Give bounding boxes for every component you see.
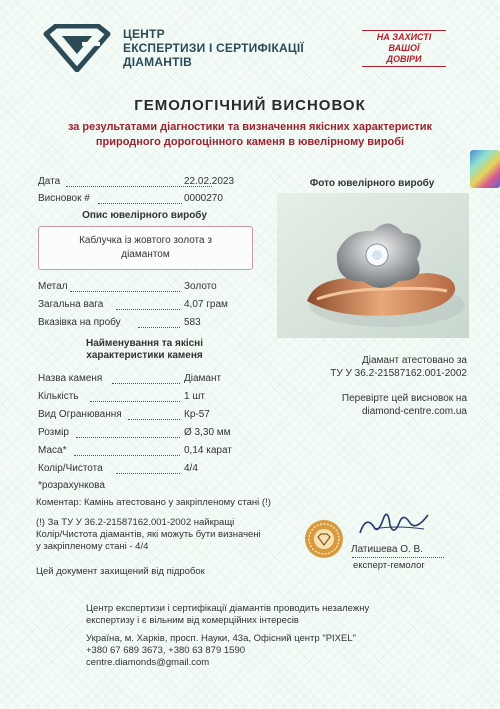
stone-row xyxy=(38,391,253,403)
diamond-logo-icon xyxy=(38,24,116,72)
organization-name xyxy=(123,27,304,69)
verify-line-1: Перевірте цей висновок на xyxy=(341,393,467,404)
stone-row xyxy=(38,445,253,457)
number-label: Висновок # xyxy=(38,193,90,204)
ring-photo xyxy=(277,193,469,338)
stone-label: Вид Огранювання xyxy=(38,409,122,420)
stone-value: Діамант xyxy=(184,373,222,384)
date-value: 22.02.2023 xyxy=(184,176,235,187)
hallmark-value: 583 xyxy=(184,317,201,328)
stone-value: 0,14 карат xyxy=(184,445,232,456)
expert-name: Латишева О. В. xyxy=(351,544,423,555)
mass-footnote: *розрахункова xyxy=(38,480,105,491)
document-title: ГЕМОЛОГІЧНИЙ ВИСНОВОК xyxy=(134,97,366,114)
stone-section-heading xyxy=(38,338,251,362)
weight-label: Загальна вага xyxy=(38,299,104,310)
metal-row xyxy=(38,281,253,293)
footer-independence xyxy=(86,603,369,627)
comment-text: Коментар: Камінь атестовано у закріпленому стані (!) xyxy=(36,497,271,508)
stone-heading-line-1: Найменування та якісні xyxy=(86,338,203,349)
stone-value: 1 шт xyxy=(184,391,205,402)
stone-heading-line-2: характеристики каменя xyxy=(86,350,203,361)
description-line-2: діамантом xyxy=(121,249,170,260)
document-subtitle xyxy=(0,120,500,150)
description-line-1: Каблучка із жовтого золота з xyxy=(79,235,212,246)
signature-image xyxy=(354,507,434,541)
subtitle-line-1: за результатами діагностики та визначення якісних характеристик xyxy=(67,121,433,133)
tu-note xyxy=(36,517,261,553)
org-name-line-1: ЦЕНТР xyxy=(123,27,165,41)
metal-label: Метал xyxy=(38,281,68,292)
stone-label: Колір/Чистота xyxy=(38,463,103,474)
footer-phones: +380 67 689 3673, +380 63 879 1590 xyxy=(86,645,246,656)
certified-line-1: Діамант атестовано за xyxy=(361,355,467,366)
org-name-line-2: ЕКСПЕРТИЗИ І СЕРТИФІКАЦІЇ xyxy=(123,41,304,55)
gold-seal-icon xyxy=(304,519,344,559)
date-label: Дата xyxy=(38,176,61,187)
footer-contacts xyxy=(86,633,356,669)
certified-note xyxy=(285,354,467,380)
stone-value: 4/4 xyxy=(184,463,198,474)
metal-value: Золото xyxy=(184,281,217,292)
tu-line-3: у закріпленому стані - 4/4 xyxy=(36,541,149,552)
stone-label: Кількість xyxy=(38,391,79,402)
trust-badge xyxy=(362,30,446,64)
photo-label: Фото ювелірного виробу xyxy=(309,178,435,189)
footer-email[interactable]: centre.diamonds@gmail.com xyxy=(86,657,210,668)
stone-row xyxy=(38,409,253,421)
certified-line-2: ТУ У 36.2-21587162.001-2002 xyxy=(330,368,467,379)
stone-value: Кр-57 xyxy=(184,409,210,420)
stone-row xyxy=(38,463,253,475)
tu-line-2: Колір/Чистота діамантів, які можуть бути визначені xyxy=(36,529,261,540)
footer-line-1: Центр експертизи і сертифікації діамантів проводить незалежну xyxy=(86,603,370,614)
trust-line-3: ДОВІРИ xyxy=(386,54,422,64)
hallmark-label: Вказівка на пробу xyxy=(38,317,121,328)
protected-note: Цей документ захищений від підробок xyxy=(36,566,205,577)
item-description-box xyxy=(38,226,253,270)
weight-row xyxy=(38,299,253,311)
stone-label: Назва каменя xyxy=(38,373,103,384)
stone-row xyxy=(38,373,253,385)
number-row xyxy=(38,193,253,205)
date-row xyxy=(38,176,253,188)
item-section-heading: Опис ювелірного виробу xyxy=(82,210,207,221)
subtitle-line-2: природного дорогоцінного каменя в ювелірному виробі xyxy=(95,136,405,148)
hallmark-row xyxy=(38,317,253,329)
stone-value: Ø 3,30 мм xyxy=(184,427,231,438)
number-value: 0000270 xyxy=(184,193,223,204)
trust-line-1: НА ЗАХИСТІ xyxy=(376,32,432,42)
verify-link[interactable]: diamond-centre.com.ua xyxy=(361,406,467,417)
verify-note xyxy=(285,392,467,418)
footer-line-2: експертизу і є вільним від комерційних інтересів xyxy=(86,615,299,626)
footer-address: Україна, м. Харків, просп. Науки, 43а, Офісний центр "PIXEL" xyxy=(86,633,357,644)
weight-value: 4,07 грам xyxy=(184,299,228,310)
signature-line xyxy=(352,557,444,558)
stone-row xyxy=(38,427,253,439)
trust-line-2: ВАШОЇ xyxy=(388,43,420,53)
tu-line-1: (!) За ТУ У 36.2-21587162.001-2002 найкращі xyxy=(36,517,235,528)
stone-label: Маса* xyxy=(38,445,67,456)
hologram-sticker xyxy=(470,150,500,188)
org-name-line-3: ДІАМАНТІВ xyxy=(123,55,193,69)
stone-label: Розмір xyxy=(38,427,69,438)
expert-role: експерт-гемолог xyxy=(353,560,425,571)
